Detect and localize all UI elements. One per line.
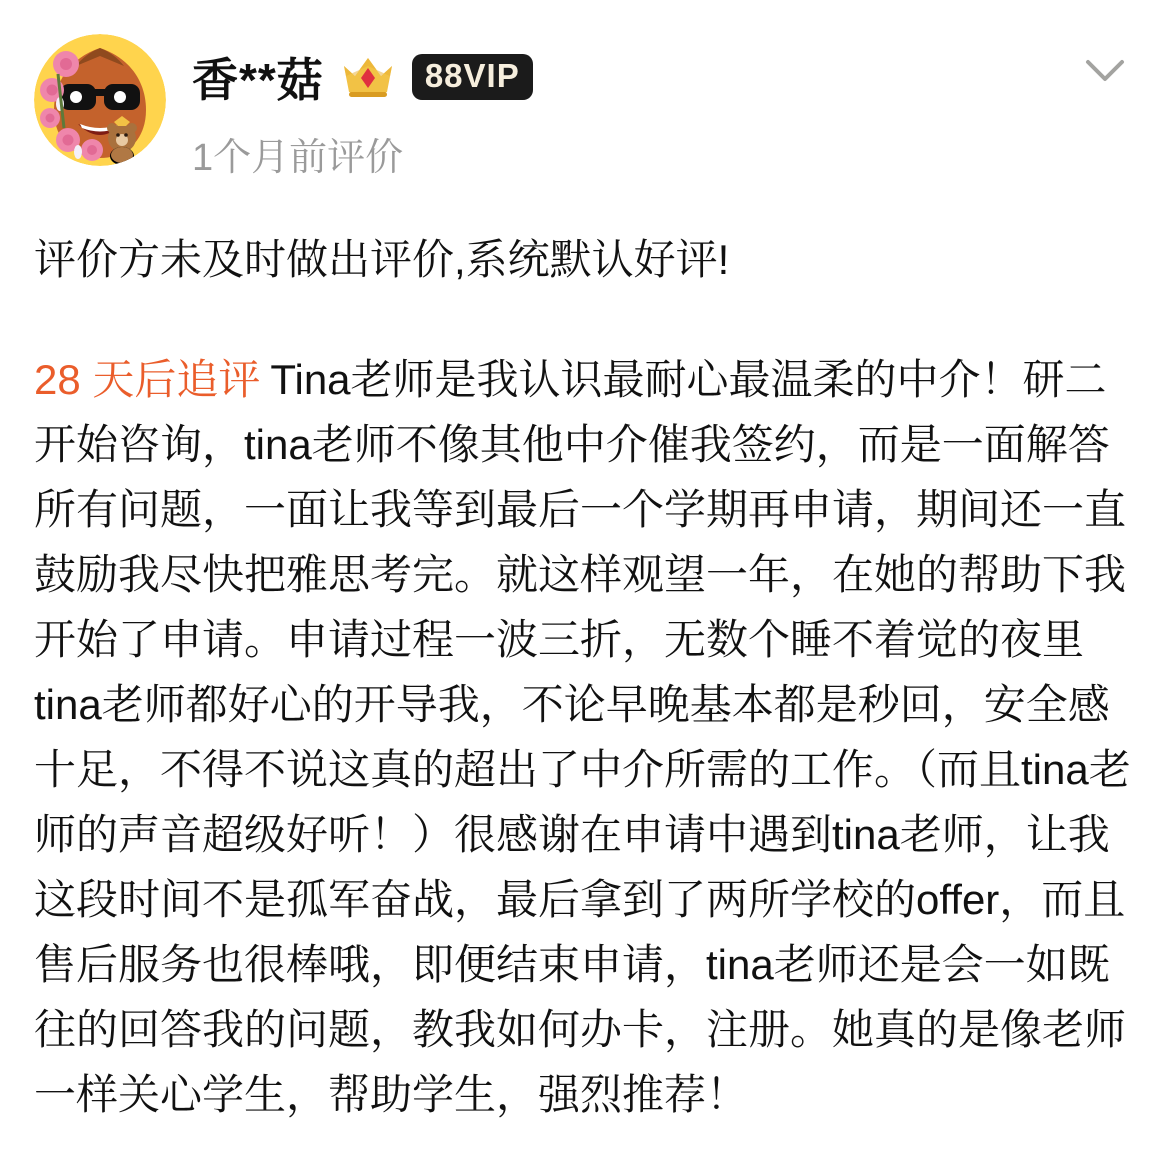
review-body — [34, 227, 1136, 1127]
chevron-down-icon[interactable] — [1082, 56, 1128, 91]
user-avatar[interactable] — [34, 34, 166, 166]
username: 香**菇 — [192, 54, 324, 106]
review-header — [34, 34, 1136, 181]
followup-review — [34, 347, 1136, 1127]
system-default-note: 评价方未及时做出评价,系统默认好评! — [34, 236, 730, 283]
vip-badge: 88VIP — [412, 54, 533, 100]
user-info — [192, 34, 533, 181]
review-timestamp: 1个月前评价 — [192, 137, 404, 179]
crown-icon — [340, 52, 396, 102]
followup-label: 28 天后追评 — [34, 356, 261, 403]
avatar-illustration — [34, 34, 166, 166]
review-text: Tina老师是我认识最耐心最温柔的中介！研二开始咨询，tina老师不像其他中介催我签约，而是一面解答所有问题，一面让我等到最后一个学期再申请，期间还一直鼓励我尽快把雅思考完。就这样观望一年，在她的帮助下我开始了申请。申请过程一波三折，无数个睡不着觉的夜里tina老师都好心的开导我，不论早晚基本都是秒回，安全感十足，不得不说这真的超出了中介所需的工作。（而且tina老师的声音超级好听！）很感谢在申请中遇到tina老师，让我这段时间不是孤军奋战，最后拿到了两所学校的offer，而且售后服务也很棒哦，即便结束申请，tina老师还是会一如既往的回答我的问题，教我如何办卡，注册。她真的是像老师一样关心学生，帮助学生，强烈推荐！ — [34, 356, 1131, 1118]
